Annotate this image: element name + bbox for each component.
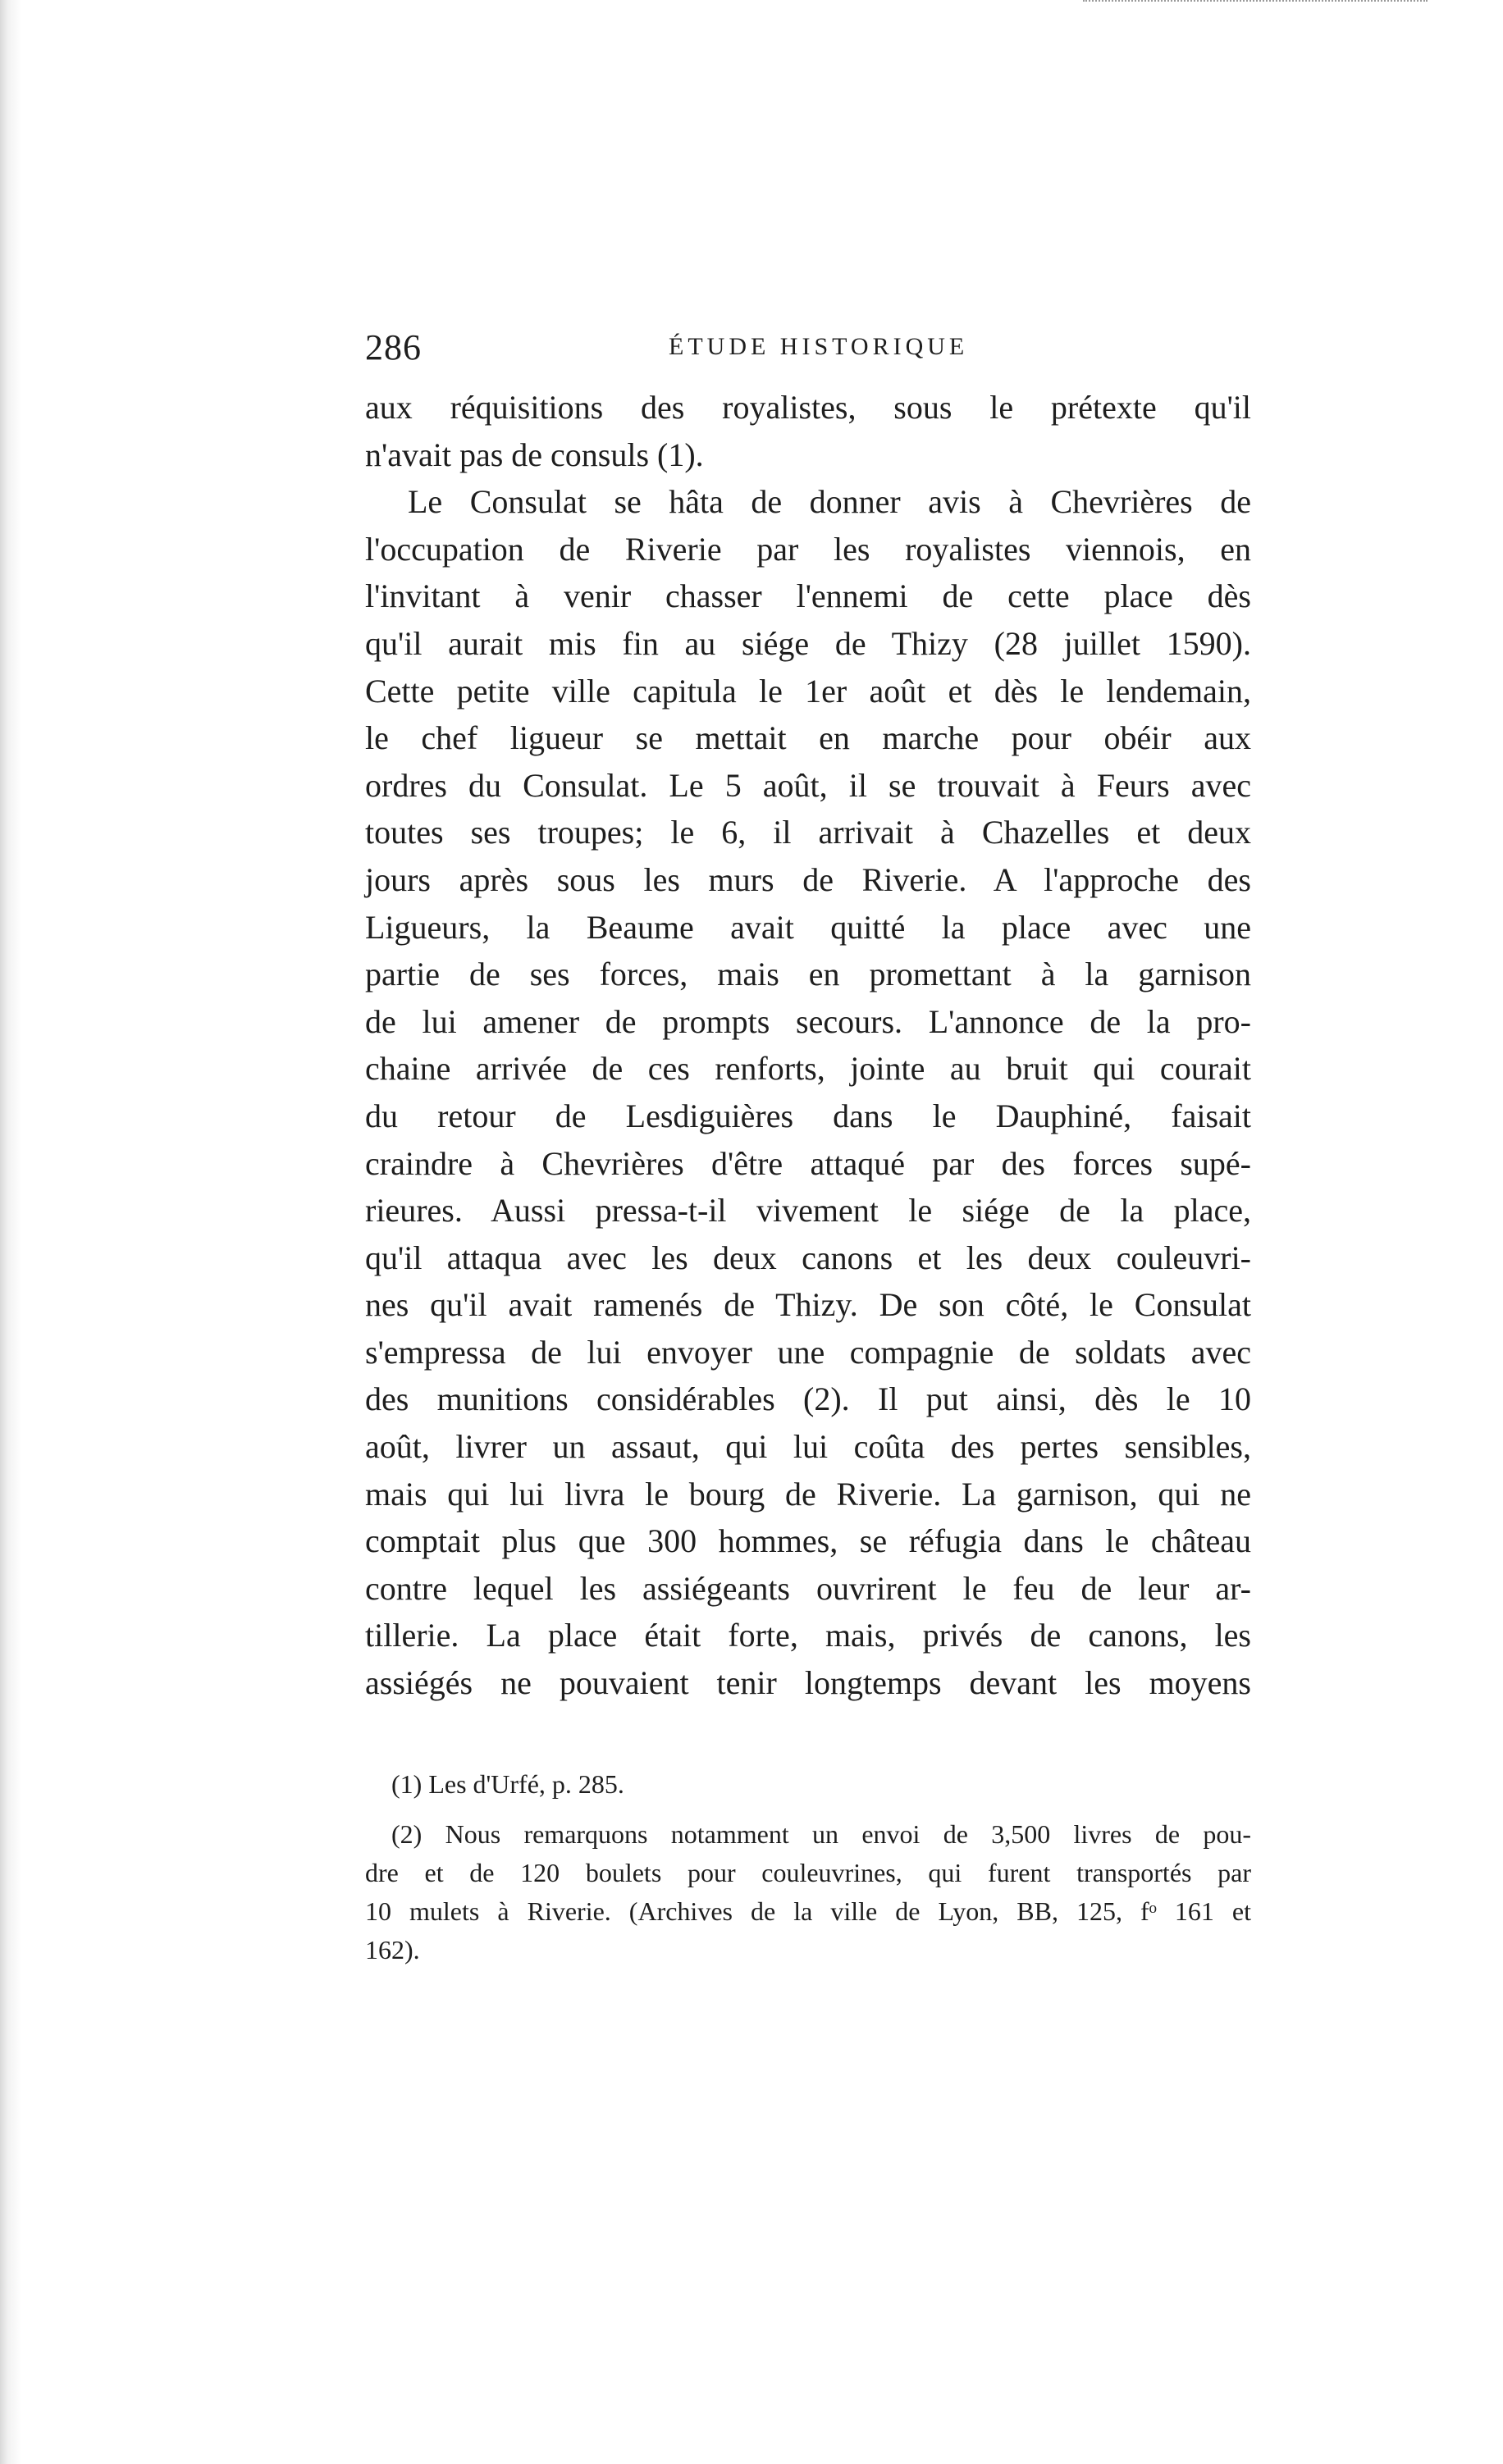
text-line: qu'il attaqua avec les deux canons et les deux couleuvri-: [365, 1239, 1251, 1276]
footnote-2-line: dre et de 120 boulets pour couleuvrines, qui furent transportés par: [365, 1858, 1251, 1887]
text-line: des munitions considérables (2). Il put ainsi, dès le 10: [365, 1380, 1251, 1418]
footnotes: [365, 1765, 1251, 1969]
text-line: du retour de Lesdiguières dans le Dauphiné, faisait: [365, 1097, 1251, 1134]
text-line: contre lequel les assiégeants ouvrirent le feu de leur ar-: [365, 1569, 1251, 1607]
scan-shadow-edge: [0, 0, 21, 2464]
text-line: aux réquisitions des royalistes, sous le prétexte qu'il: [365, 389, 1251, 426]
text-line: le chef ligueur se mettait en marche pour obéir aux: [365, 719, 1251, 757]
text-line: l'occupation de Riverie par les royalistes viennois, en: [365, 530, 1251, 568]
page-number: 286: [365, 327, 422, 367]
text-line: août, livrer un assaut, qui lui coûta des pertes sensibles,: [365, 1428, 1251, 1466]
text-line: ordres du Consulat. Le 5 août, il se trouvait à Feurs avec: [365, 766, 1251, 804]
text-line: rieures. Aussi pressa-t-il vivement le siége de la place,: [365, 1192, 1251, 1230]
text-line: s'empressa de lui envoyer une compagnie de soldats avec: [365, 1333, 1251, 1371]
text-line: mais qui lui livra le bourg de Riverie. La garnison, qui ne: [365, 1475, 1251, 1513]
text-line: chaine arrivée de ces renforts, jointe au bruit qui courait: [365, 1050, 1251, 1088]
footnote-2-line: 10 mulets à Riverie. (Archives de la ville de Lyon, BB, 125, fᵒ 161 et: [365, 1896, 1251, 1926]
running-header: [365, 326, 1251, 376]
text-line: partie de ses forces, mais en promettant à la garnison: [365, 956, 1251, 993]
text-line: tillerie. La place était forte, mais, privés de canons, les: [365, 1617, 1251, 1654]
text-line: Cette petite ville capitula le 1er août et dès le lendemain,: [365, 672, 1251, 710]
text-line: comptait plus que 300 hommes, se réfugia dans le château: [365, 1522, 1251, 1560]
text-line: craindre à Chevrières d'être attaqué par des forces supé-: [365, 1144, 1251, 1182]
text-line: Le Consulat se hâta de donner avis à Chevrières de: [408, 483, 1251, 521]
text-line: l'invitant à venir chasser l'ennemi de cette place dès: [365, 577, 1251, 615]
footnote-1: (1) Les d'Urfé, p. 285.: [391, 1769, 624, 1799]
text-line: qu'il aurait mis fin au siége de Thizy (28 juillet 1590).: [365, 624, 1251, 662]
text-line: assiégés ne pouvaient tenir longtemps devant les moyens: [365, 1664, 1251, 1702]
text-line: Ligueurs, la Beaume avait quitté la place avec une: [365, 908, 1251, 946]
running-title: ÉTUDE HISTORIQUE: [669, 333, 969, 360]
text-line: de lui amener de prompts secours. L'annonce de la pro-: [365, 1002, 1251, 1040]
body-text: [365, 384, 1251, 1707]
footnote-2-line: 162).: [365, 1935, 420, 1964]
text-line: n'avait pas de consuls (1).: [365, 436, 704, 473]
text-line: toutes ses troupes; le 6, il arrivait à Chazelles et deux: [365, 814, 1251, 851]
text-line: nes qu'il avait ramenés de Thizy. De son côté, le Consulat: [365, 1286, 1251, 1324]
text-line: jours après sous les murs de Riverie. A l'approche des: [365, 860, 1251, 898]
footnote-2-line: (2) Nous remarquons notamment un envoi de 3,500 livres de pou-: [391, 1819, 1251, 1849]
scan-top-artifact: [1083, 0, 1428, 7]
